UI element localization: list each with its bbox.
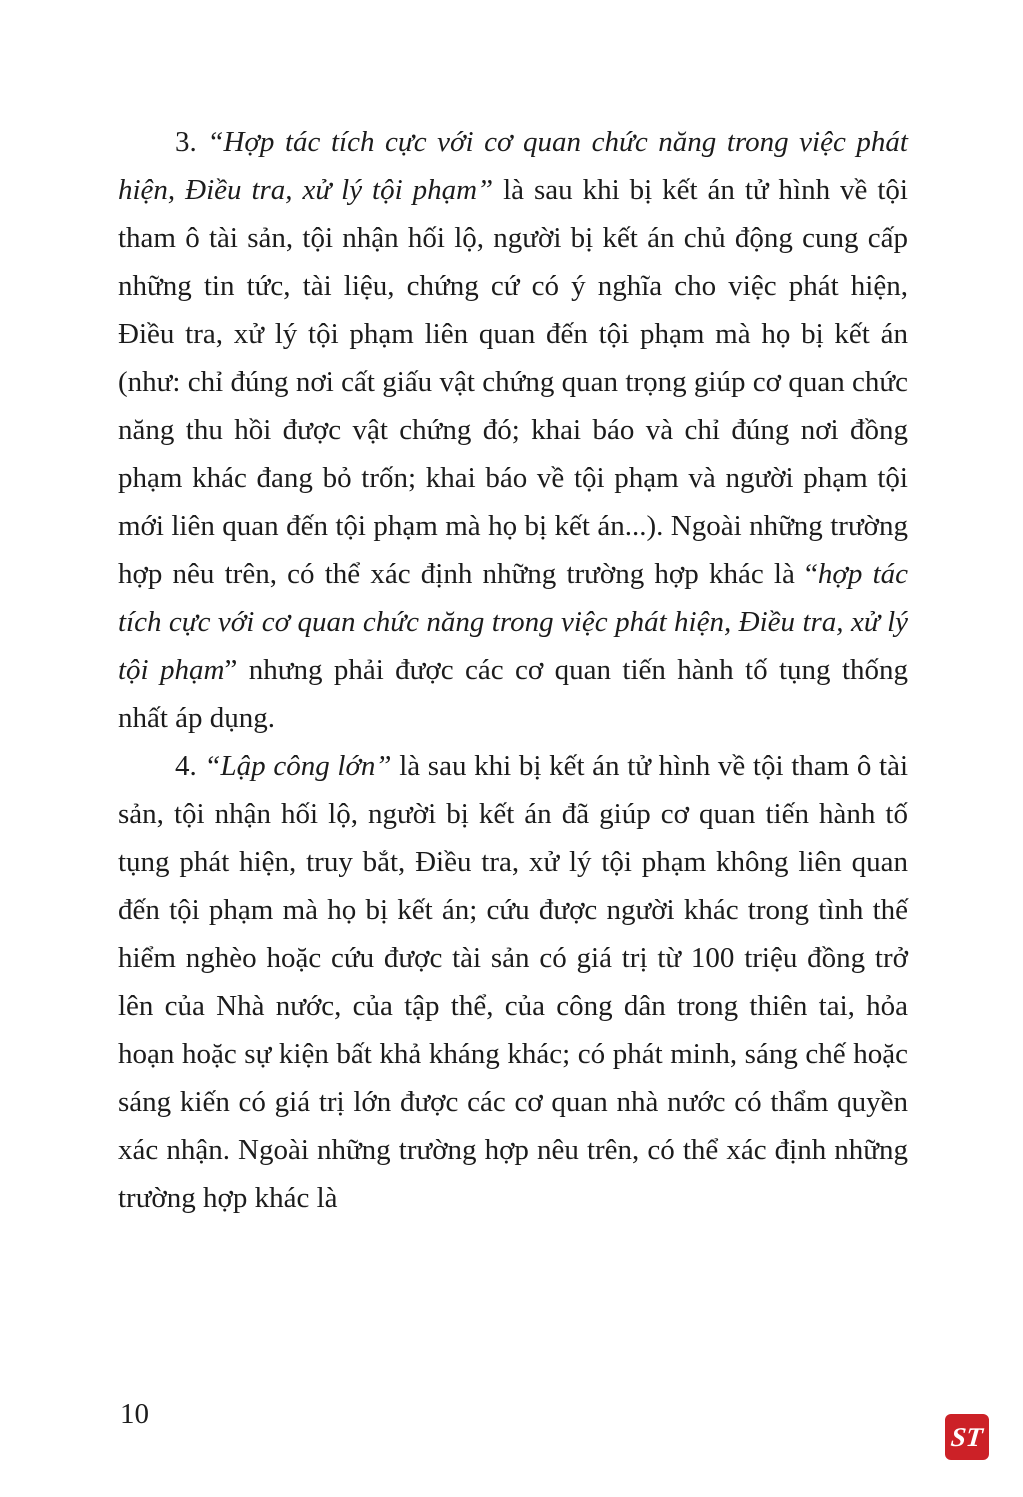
publisher-logo	[945, 1414, 989, 1460]
text-segment: ” nhưng phải được các cơ quan tiến hành tố tụng thống nhất áp dụng.	[118, 654, 909, 734]
text-segment: 3.	[175, 126, 208, 158]
text-segment: là sau khi bị kết án tử hình về tội tham ô tài sản, tội nhận hối lộ, người bị kết án đã giúp cơ quan tiến hành tố tụng phát hiện, truy bắt, Điều tra, xử lý tội phạm không liên quan đến tội phạm mà họ bị kết án; cứu được người khác trong tình thế hiểm nghèo hoặc cứu được tài sản có giá trị từ 100 triệu đồng trở lên của Nhà nước, của tập thể, của công dân trong thiên tai, hỏa hoạn hoặc sự kiện bất khả kháng khác; có phát minh, sáng chế hoặc sáng kiến có giá trị lớn được các cơ quan nhà nước có thẩm quyền xác nhận. Ngoài những trường hợp nêu trên, có thể xác định những trường hợp khác là	[118, 750, 908, 1214]
page-body-text	[118, 118, 908, 1222]
text-segment: là sau khi bị kết án tử hình về tội tham ô tài sản, tội nhận hối lộ, người bị kết án chủ động cung cấp những tin tức, tài liệu, chứng cứ có ý nghĩa cho việc phát hiện, Điều tra, xử lý tội phạm liên quan đến tội phạm mà họ bị kết án (như: chỉ đúng nơi cất giấu vật chứng quan trọng giúp cơ quan chức năng thu hồi được vật chứng đó; khai báo và chỉ đúng nơi đồng phạm khác đang bỏ trốn; khai báo về tội phạm và người phạm tội mới liên quan đến tội phạm mà họ bị kết án...). Ngoài những trường hợp nêu trên, có thể xác định những trường hợp khác là “	[118, 174, 908, 590]
paragraph	[118, 118, 908, 742]
paragraph	[118, 742, 908, 1222]
text-segment: 4.	[175, 750, 205, 782]
italic-text-segment: “Hợp tác tích cực với cơ quan chức năng trong việc phát hiện, Điều tra, xử lý tội phạm”	[118, 126, 908, 206]
italic-text-segment: “Lập công lớn”	[204, 750, 392, 782]
page-number: 10	[120, 1398, 149, 1430]
italic-text-segment: hợp tác tích cực với cơ quan chức năng trong việc phát hiện, Điều tra, xử lý tội phạm	[118, 558, 908, 686]
publisher-logo-text: ST	[949, 1421, 985, 1452]
